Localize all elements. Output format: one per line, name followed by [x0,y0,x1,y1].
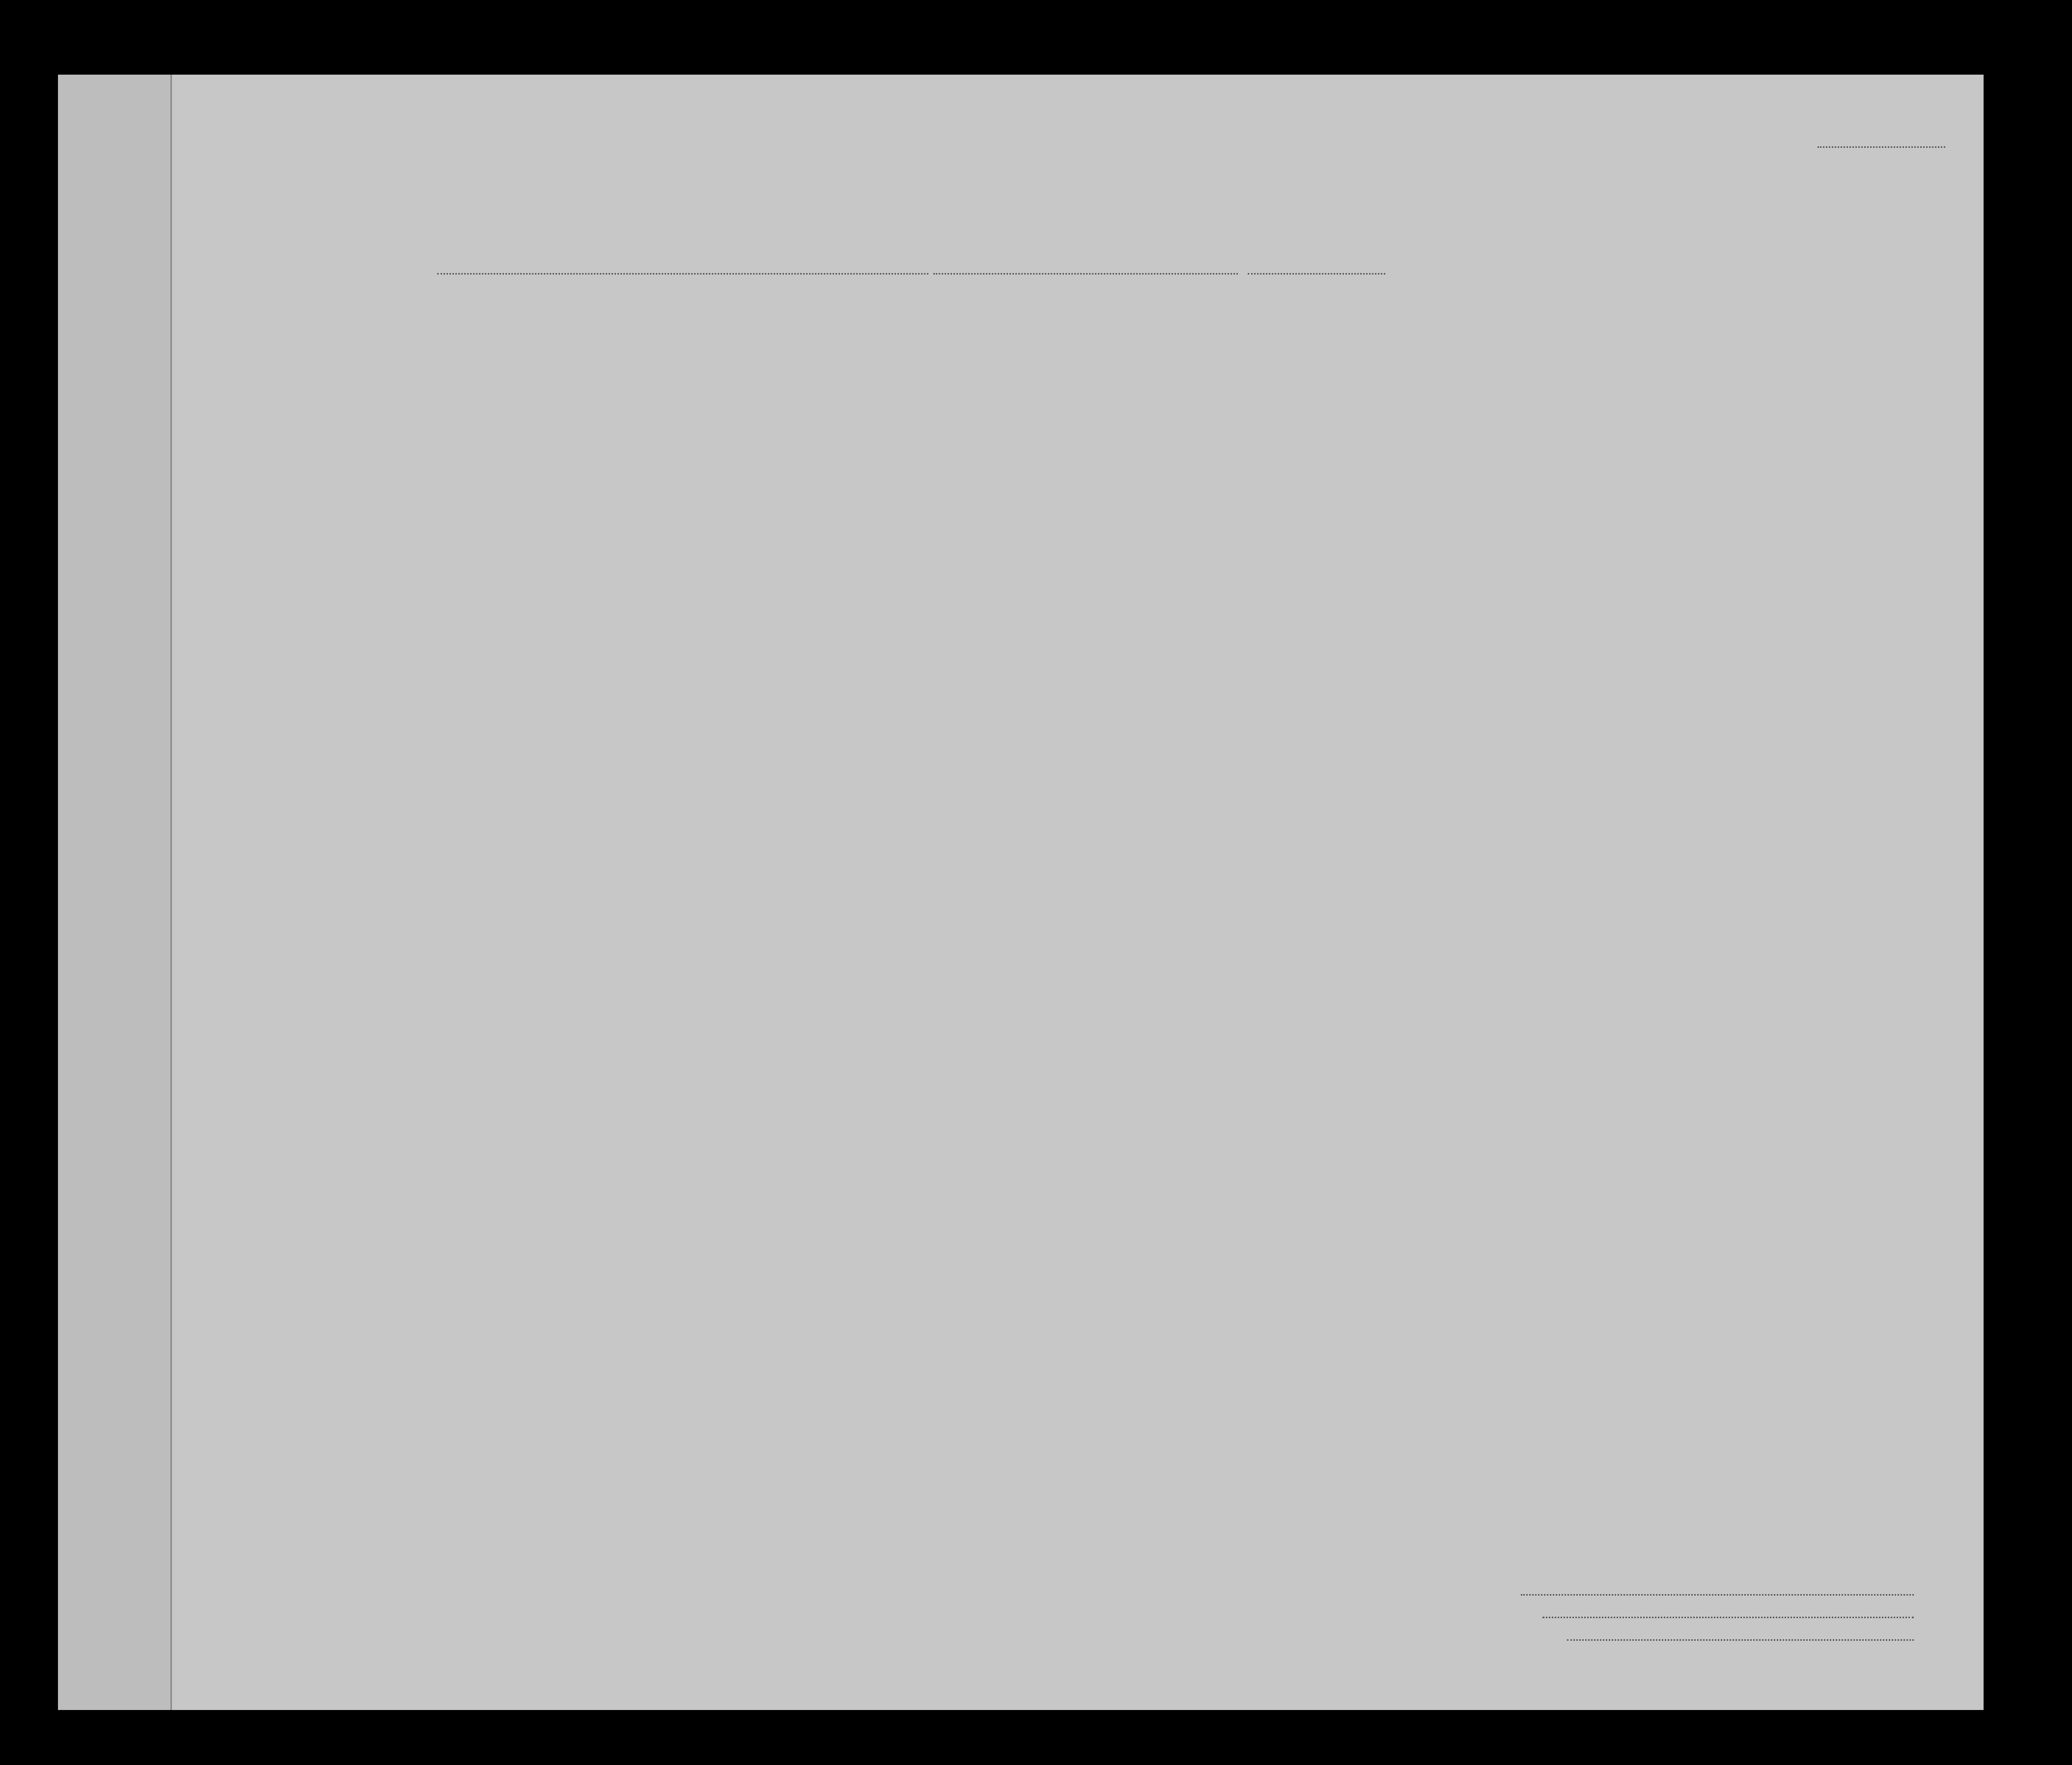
owners-field [1542,1617,1914,1618]
local-agents-field [1567,1639,1914,1641]
date-line [933,273,1238,275]
port-line [437,273,928,275]
manifest-sheet [58,75,1984,1710]
line-field [1521,1594,1914,1596]
previous-page-strip [58,75,172,1710]
year-line [1248,273,1385,275]
list-line [1818,146,1945,148]
